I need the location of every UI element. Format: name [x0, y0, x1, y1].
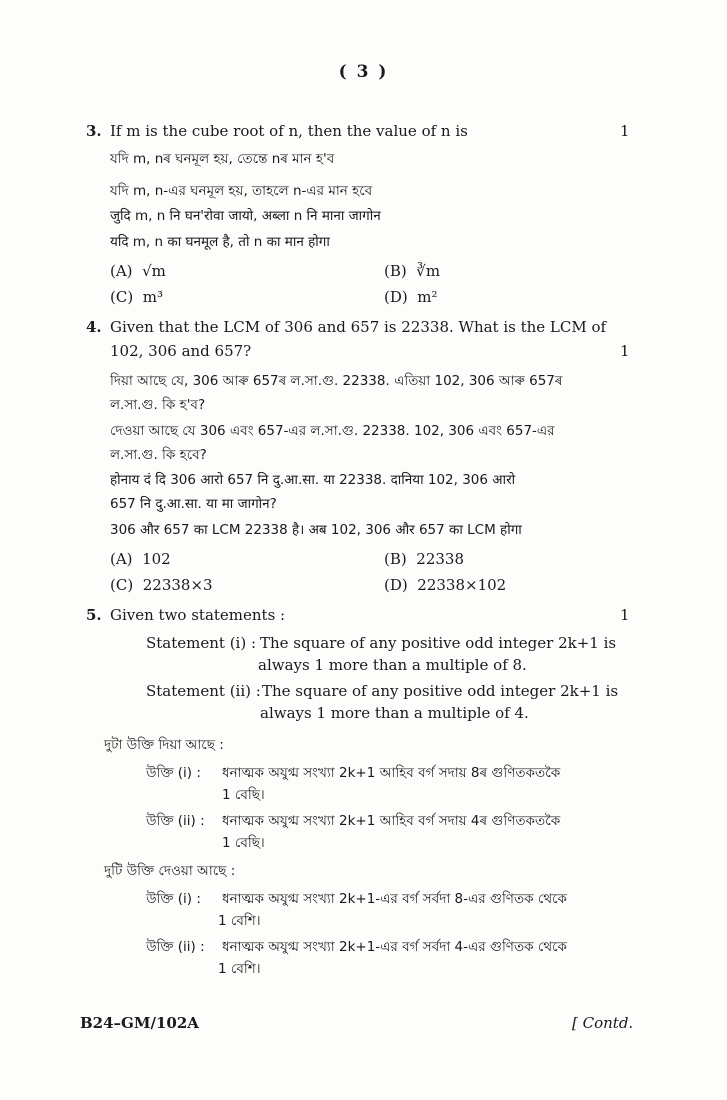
option-label: (A) — [110, 550, 133, 568]
option-c[interactable] — [110, 576, 213, 594]
as-statement-2-line-2: 1 বেছি। — [222, 835, 265, 851]
question-text-as-2: ল.সা.গু. কি হ'ব? — [110, 397, 206, 413]
bn-statement-2-label: উক্তি (ii) : — [146, 939, 205, 955]
option-c[interactable] — [110, 288, 163, 306]
bn-statement-1-line-2: 1 বেশি। — [218, 913, 261, 929]
bn-statement-1-line-1: ধনাত্মক অযুগ্ম সংখ্যা 2k+1-এর বর্গ সর্বদা 8-এর গুণিতক থেকে — [222, 891, 567, 907]
option-value: 22338×3 — [142, 576, 213, 594]
option-value: 22338×102 — [417, 576, 507, 594]
question-text-en-1: Given that the LCM of 306 and 657 is 22338. What is the LCM of — [110, 318, 607, 336]
marks: 1 — [620, 122, 630, 140]
option-label: (B) — [384, 550, 407, 568]
intro-bn: দুটি উক্তি দেওয়া আছে : — [104, 863, 236, 879]
paper-code: B24–GM/102A — [80, 1014, 199, 1032]
bn-statement-2-line-1: ধনাত্মক অযুগ্ম সংখ্যা 2k+1-এর বর্গ সর্বদা 4-এর গুণিতক থেকে — [222, 939, 567, 955]
bn-statement-1-label: উক্তি (i) : — [146, 891, 201, 907]
page-number: ( 3 ) — [338, 62, 389, 82]
as-statement-1-line-1: ধনাত্মক অযুগ্ম সংখ্যা 2k+1 আহিব বৰ্গ সদায় 8ৰ গুণিতকতকৈ — [222, 765, 561, 781]
option-a[interactable] — [110, 550, 171, 568]
option-b[interactable] — [384, 550, 464, 568]
question-text-en: If m is the cube root of n, then the value of n is — [110, 122, 468, 140]
contd-label: [ Contd. — [572, 1014, 634, 1032]
intro-as: দুটা উক্তি দিয়া আছে : — [104, 737, 224, 753]
as-statement-1-label: উক্তি (i) : — [146, 765, 201, 781]
option-d[interactable] — [384, 576, 506, 594]
option-label: (D) — [384, 288, 408, 306]
question-text-as-1: দিয়া আছে যে, 306 আৰু 657ৰ ল.সা.গু. 22338. এতিয়া 102, 306 আৰু 657ৰ — [110, 373, 563, 389]
marks: 1 — [620, 342, 630, 360]
as-statement-1-line-2: 1 বেছি। — [222, 787, 265, 803]
option-label: (C) — [110, 288, 134, 306]
question-text-as: যদি m, nৰ ঘনমূল হয়, তেন্তে nৰ মান হ'ব — [110, 151, 335, 167]
question-text-hi: 306 और 657 का LCM 22338 है। अब 102, 306 और 657 का LCM होगा — [110, 522, 522, 538]
option-label: (B) — [384, 262, 407, 280]
statement-2-line-1: The square of any positive odd integer 2k+1 is — [262, 682, 619, 700]
statement-1-line-1: The square of any positive odd integer 2k+1 is — [260, 634, 617, 652]
option-a[interactable] — [110, 262, 166, 280]
option-value: m² — [417, 288, 438, 306]
question-text-bo-1: होनाय दं दि 306 आरो 657 नि दु.आ.सा. या 22338. दानिया 102, 306 आरो — [110, 472, 516, 488]
question-text-en-2: 102, 306 and 657? — [110, 342, 252, 360]
as-statement-2-line-1: ধনাত্মক অযুগ্ম সংখ্যা 2k+1 আহিব বৰ্গ সদায় 4ৰ গুণিতকতকৈ — [222, 813, 561, 829]
statement-2-label: Statement (ii) : — [146, 682, 261, 700]
marks: 1 — [620, 606, 630, 624]
option-value: m³ — [142, 288, 163, 306]
option-value: ∛m — [416, 262, 441, 280]
question-text-bo-2: 657 नि दु.आ.सा. या मा जागोन? — [110, 496, 277, 512]
question-text-bo: जुदि m, n नि घन'रोवा जायो, अब्ला n नि माना जागोन — [110, 208, 381, 224]
option-label: (A) — [110, 262, 133, 280]
option-value: 22338 — [416, 550, 464, 568]
option-value: 102 — [142, 550, 171, 568]
statement-1-line-2: always 1 more than a multiple of 8. — [258, 656, 527, 674]
question-number: 4. — [86, 318, 102, 336]
question-number: 5. — [86, 606, 102, 624]
option-d[interactable] — [384, 288, 438, 306]
question-text-en: Given two statements : — [110, 606, 286, 624]
question-number: 3. — [86, 122, 102, 140]
question-text-hi: यदि m, n का घनमूल है, तो n का मान होगा — [110, 234, 330, 250]
question-text-bn-1: দেওয়া আছে যে 306 এবং 657-এর ল.সা.গু. 22338. 102, 306 এবং 657-এর — [110, 423, 555, 439]
as-statement-2-label: উক্তি (ii) : — [146, 813, 205, 829]
option-value: √m — [142, 262, 166, 280]
statement-1-label: Statement (i) : — [146, 634, 257, 652]
question-text-bn: যদি m, n-এর ঘনমূল হয়, তাহলে n-এর মান হবে — [110, 183, 373, 199]
bn-statement-2-line-2: 1 বেশি। — [218, 961, 261, 977]
question-text-bn-2: ল.সা.গু. কি হবে? — [110, 447, 207, 463]
option-label: (D) — [384, 576, 408, 594]
statement-2-line-2: always 1 more than a multiple of 4. — [260, 704, 529, 722]
option-b[interactable] — [384, 262, 440, 280]
option-label: (C) — [110, 576, 134, 594]
